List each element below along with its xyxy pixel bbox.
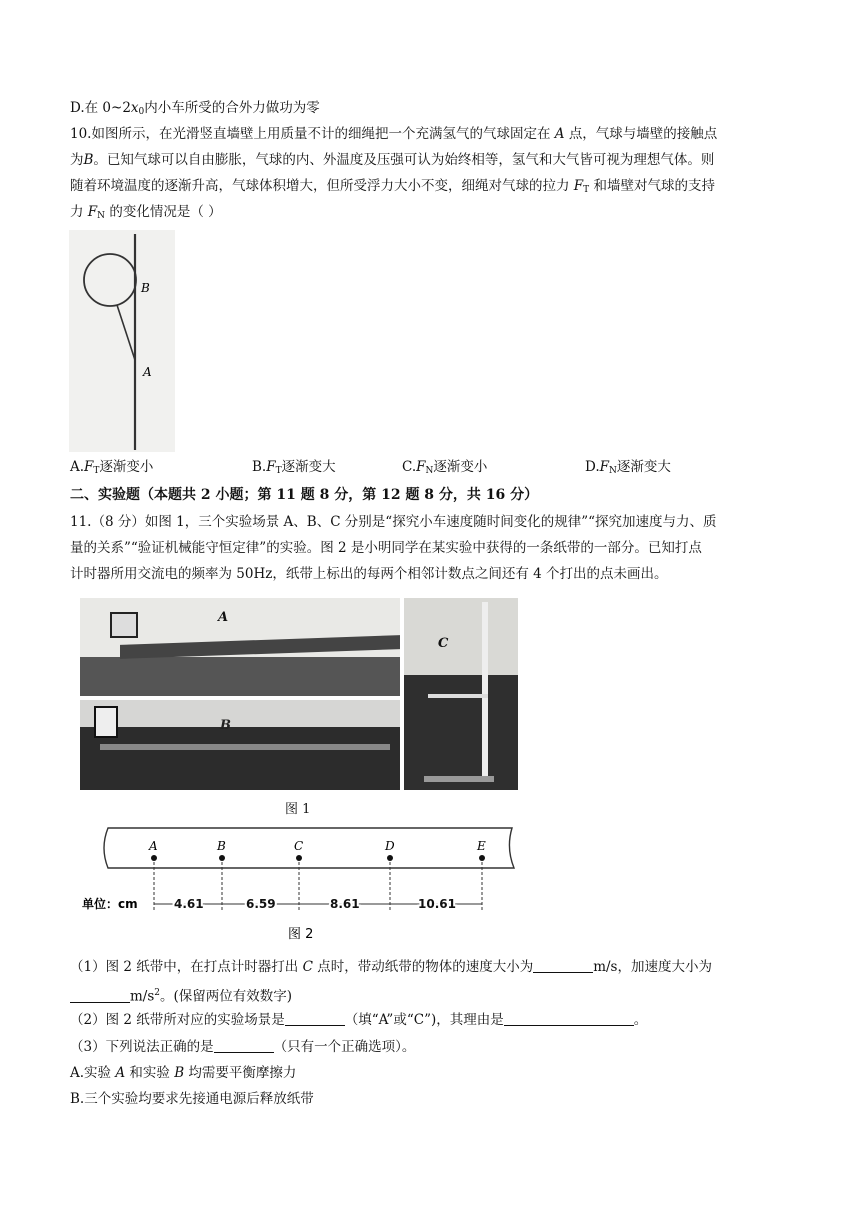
fig1-caption: 图 1 [285, 802, 311, 817]
q11-option-b[interactable]: B.三个实验均要求先接通电源后释放纸带 [70, 1091, 314, 1107]
q10-line-2: 为B。已知气球可以自由膨胀，气球的内、外温度及压强可认为始终相等，氢气和大气皆可视为理想气体。则 [70, 152, 715, 168]
point-label-b: B [217, 839, 226, 853]
dist-cd: 8.61 [330, 897, 360, 911]
balloon-circle [84, 254, 136, 306]
label-b: B [141, 281, 150, 295]
timer-icon [110, 612, 138, 638]
point-b [219, 855, 225, 861]
q11-line-2: 量的关系”“验证机械能守恒定律”的实验。图 2 是小明同学在某实验中获得的一条纸带的一部分。已知打点 [70, 540, 702, 556]
dist-bc: 6.59 [246, 897, 276, 911]
track-b-rail [100, 744, 390, 750]
point-label-e: E [477, 839, 486, 853]
answer-blank-scene[interactable] [285, 1011, 345, 1026]
point-c [296, 855, 302, 861]
track-rail [120, 635, 400, 659]
photo-scene-a [80, 598, 400, 696]
tape-unit: 单位：cm [82, 897, 138, 911]
point-a [151, 855, 157, 861]
q10-option-b[interactable]: $B.F_T$逐渐变大 [252, 459, 336, 476]
balloon-diagram [69, 230, 175, 452]
q10-option-d[interactable]: $D.F_N$逐渐变大 [585, 459, 671, 476]
photo-label-a: A [218, 610, 229, 625]
dist-ab: 4.61 [174, 897, 204, 911]
q10-line-1: 10.如图所示，在光滑竖直墙壁上用质量不计的细绳把一个充满氢气的气球固定在 A 点，气球与墙壁的接触点 [70, 126, 718, 142]
point-label-c: C [294, 839, 304, 853]
answer-blank-acceleration[interactable] [70, 988, 130, 1003]
q11-line-3: 计时器所用交流电的频率为 50Hz，纸带上标出的每两个相邻计数点之间还有 4 个打出的点未画出。 [70, 566, 668, 582]
point-label-a: A [149, 839, 158, 853]
section-heading: 二、实验题（本题共 2 小题；第 11 题 8 分，第 12 题 8 分，共 16 分） [70, 487, 539, 503]
answer-blank-velocity[interactable] [533, 958, 593, 973]
stand-arm [428, 694, 488, 698]
q11-part3: （3）下列说法正确的是 （只有一个正确选项）。 [70, 1039, 416, 1055]
q10-line-4: 力 $F_N$ 的变化情况是（ ） [70, 204, 222, 221]
q10-option-a[interactable]: $A.F_T$逐渐变小 [70, 459, 154, 476]
point-label-d: D [385, 839, 395, 853]
q11-part1-line1: （1）图 2 纸带中，在打点计时器打出 C 点时，带动纸带的物体的速度大小为 m/s，加速度大小为 [70, 959, 712, 975]
q10-option-c[interactable]: $C.F_N$逐渐变小 [402, 459, 488, 476]
photo-scene-c [404, 598, 518, 790]
tape-diagram [80, 824, 520, 944]
q11-line-1: 11.（8 分）如图 1，三个实验场景 A、B、C 分别是“探究小车速度随时间变化的规律”“探究加速度与力、质 [70, 514, 717, 530]
tape-outline [104, 828, 514, 868]
photo-scene-b [80, 700, 400, 790]
q11-part2: （2）图 2 纸带所对应的实验场景是 （填“A”或“C”)，其理由是 。 [70, 1012, 648, 1028]
q9-option-d: D.在 $0\sim 2x_0$内小车所受的合外力做功为零 [70, 100, 320, 117]
answer-blank-reason[interactable] [504, 1011, 634, 1026]
stand-base [424, 776, 494, 782]
q10-line-3: 随着环境温度的逐渐升高，气球体积增大，但所受浮力大小不变，细绳对气球的拉力 $F_T$ 和墙壁对气球的支持 [70, 178, 715, 195]
string-line [117, 305, 135, 360]
q11-option-a[interactable]: A.实验 A 和实验 B 均需要平衡摩擦力 [70, 1065, 297, 1081]
photo-label-b: B [220, 718, 231, 733]
label-a: A [143, 365, 152, 379]
stand-pole [482, 602, 488, 782]
q11-part1-line2: $m/s^2$。(保留两位有效数字) [70, 983, 292, 1007]
answer-blank-choice[interactable] [214, 1038, 274, 1053]
dist-de: 10.61 [418, 897, 456, 911]
balloon-figure [69, 230, 175, 452]
point-d [387, 855, 393, 861]
photo-label-c: C [438, 636, 449, 651]
point-e [479, 855, 485, 861]
timer-b-icon [94, 706, 118, 738]
fig2-caption: 图 2 [288, 927, 314, 942]
tape-figure [80, 824, 520, 944]
